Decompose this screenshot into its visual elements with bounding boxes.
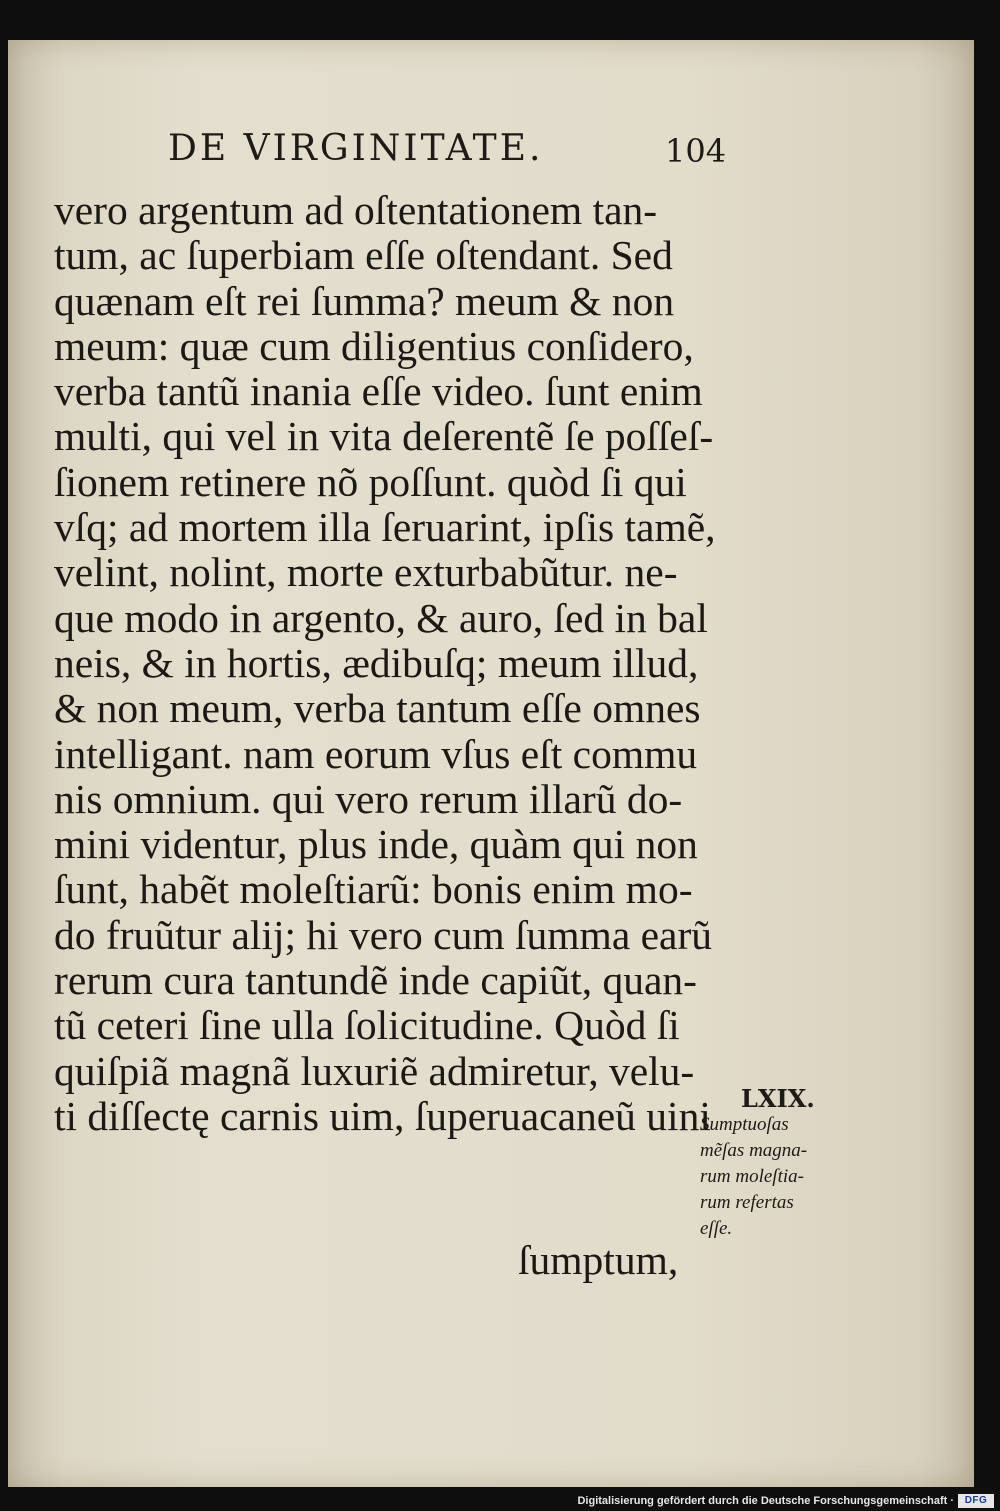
book-page <box>8 40 974 1487</box>
marginal-note-line: rum refertas <box>700 1192 794 1213</box>
text-line: rerum cura tantundẽ inde capiũt, quan- <box>54 958 697 1004</box>
body-text <box>54 188 718 1139</box>
text-line: ti diſſectę carnis uim, ſuperuacaneũ uini <box>54 1093 711 1139</box>
text-line: do fruũtur alij; hi vero cum ſumma earũ <box>54 912 713 958</box>
running-title: DE VIRGINITATE. <box>168 128 544 169</box>
marginal-note-line: mẽſas magna- <box>700 1140 808 1161</box>
marginal-note-line: eſſe. <box>700 1218 733 1239</box>
marginal-note-line: Sumptuoſas <box>700 1114 789 1135</box>
text-line: tum, ac ſuperbiam eſſe oſtendant. Sed <box>54 233 673 279</box>
text-line: & non meum, verba tantum eſſe omnes <box>54 686 701 732</box>
text-line: intelligant. nam eorum vſus eſt commu <box>54 731 698 777</box>
text-line: ſunt, habẽt moleſtiarũ: bonis enim mo- <box>54 867 693 913</box>
text-line: multi, qui vel in vita deſerentẽ ſe poſſeſ- <box>54 414 714 460</box>
marginal-note <box>700 1112 835 1242</box>
text-line: vero argentum ad oſtentationem tan- <box>54 188 658 233</box>
text-line: vſq; ad mortem illa ſeruarint, ipſis tamẽ, <box>54 505 716 551</box>
text-line: que modo in argento, & auro, ſed in bal <box>54 595 708 641</box>
dfg-logo: DFG <box>958 1494 994 1508</box>
page-number: 104 <box>665 132 727 170</box>
marginal-note-line: rum moleſtia- <box>700 1166 804 1187</box>
text-line: nis omnium. qui vero rerum illarũ do- <box>54 776 683 822</box>
marginal-section-number: LXIX. <box>741 1084 815 1113</box>
text-line: meum: quæ cum diligentius conſidero, <box>54 323 694 369</box>
digitization-credit: Digitalisierung gefördert durch die Deutsche Forschungsgemeinschaft · <box>577 1495 954 1507</box>
text-line: ſionem retinere nõ poſſunt. quòd ſi qui <box>54 459 687 505</box>
text-line: verba tantũ inania eſſe video. ſunt enim <box>54 369 703 415</box>
catchword: ſumptum, <box>518 1237 679 1283</box>
text-line: quænam eſt rei ſumma? meum & non <box>54 278 675 324</box>
text-line: quiſpiã magnã luxuriẽ admiretur, velu- <box>54 1048 695 1094</box>
text-line: tũ ceteri ſine ulla ſolicitudine. Quòd ſi <box>54 1003 680 1049</box>
text-line: mini videntur, plus inde, quàm qui non <box>54 822 698 868</box>
text-line: velint, nolint, morte exturbabũtur. ne- <box>54 550 678 596</box>
text-line: neis, & in hortis, ædibuſq; meum illud, <box>54 640 699 686</box>
